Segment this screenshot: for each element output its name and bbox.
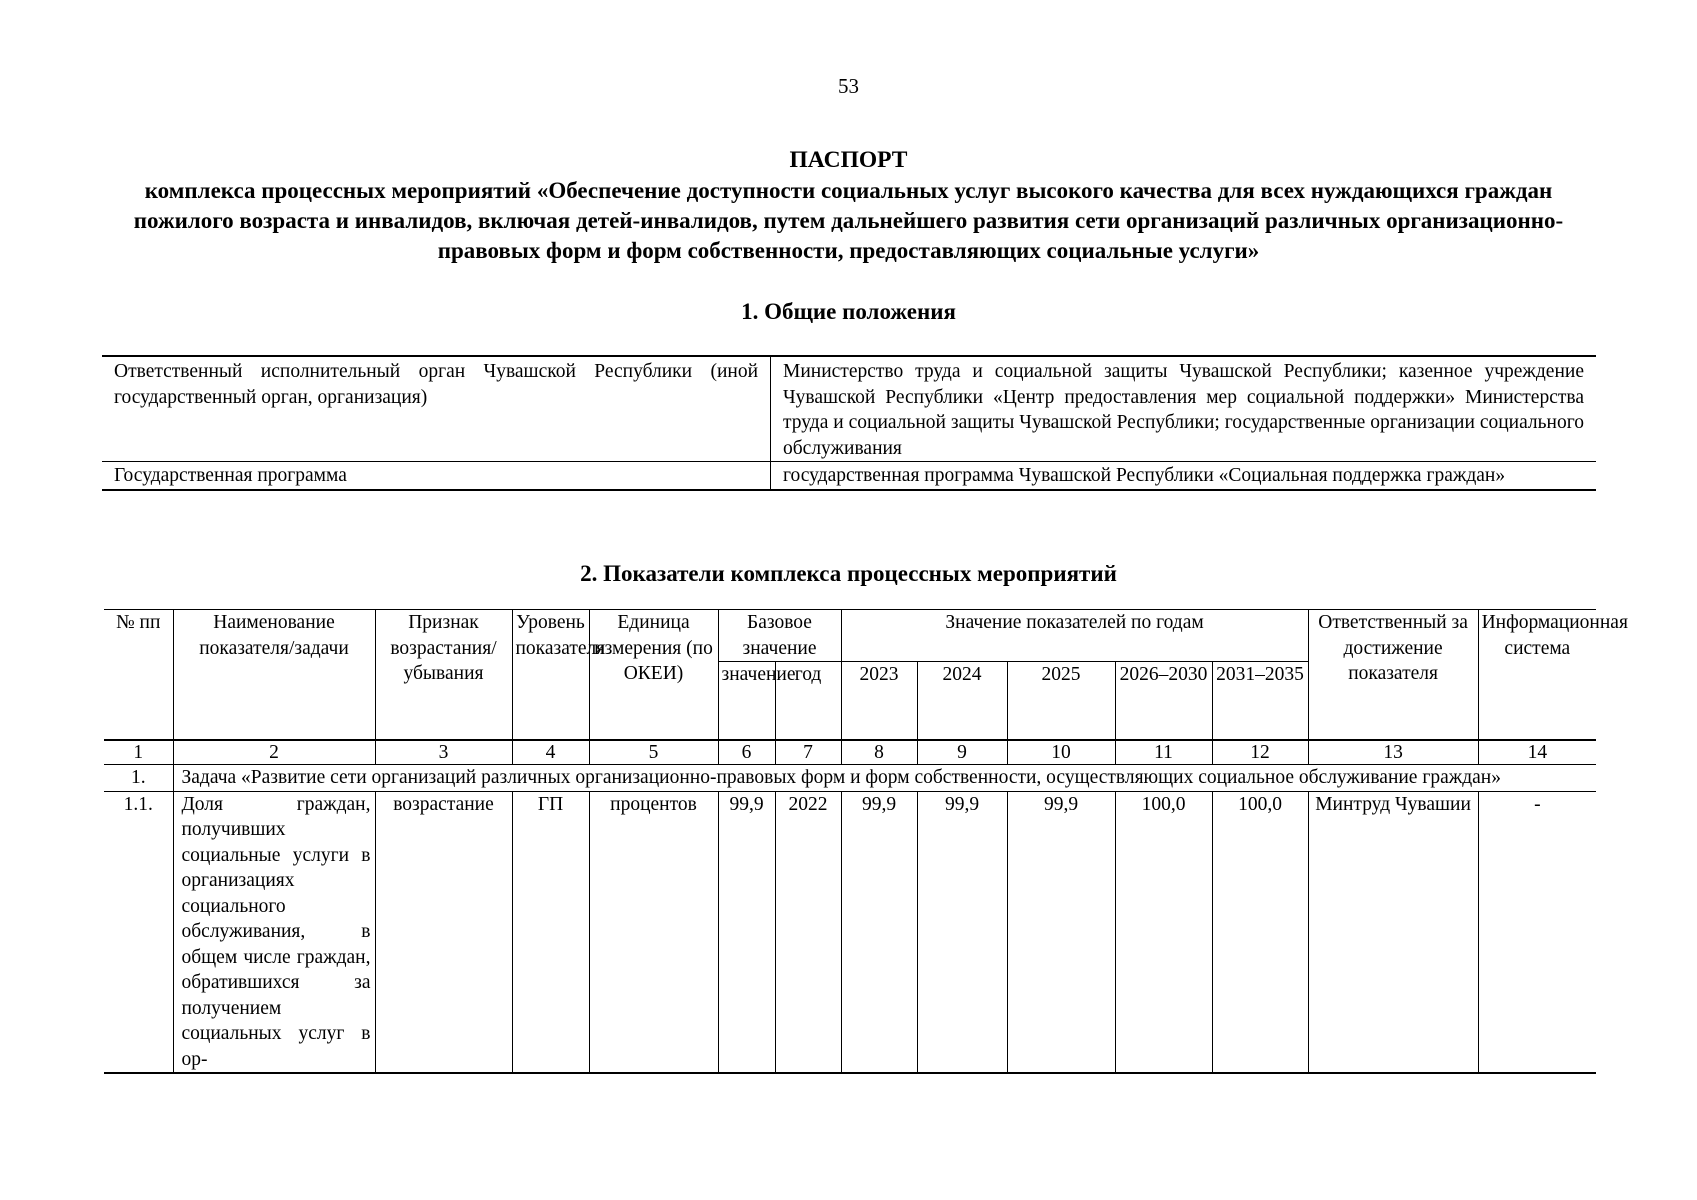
document-subtitle: комплекса процессных мероприятий «Обеспечение доступности социальных услуг высокого качества для всех нуждающихся граждан пожилого возраста и инвалидов, включая детей-инвалидов, путем дальнейшего развития сети организаций различных организационно-правовых форм и форм собственности, предоставляющих социальные услуги»: [133, 178, 1564, 263]
state-program-value: государственная программа Чувашской Республики «Социальная поддержка граждан»: [771, 462, 1597, 490]
header-year-2024: 2024: [917, 662, 1007, 741]
column-number: 2: [173, 740, 375, 765]
responsible-body-value: Министерство труда и социальной защиты Чувашской Республики; казенное учреждение Чувашской Республики «Центр предоставления мер социальной поддержки» Министерства труда и социальной защиты Чувашской Республики; государственные организации социального обслуживания: [783, 361, 1584, 459]
column-number: 13: [1308, 740, 1478, 765]
header-year-2026-2030: 2026–2030: [1115, 662, 1212, 741]
table-row: [104, 791, 1596, 1073]
document-title: ПАСПОРТ: [789, 147, 908, 173]
column-number: 14: [1478, 740, 1596, 765]
indicator-base-year: 2022: [775, 791, 841, 1073]
state-program-label: Государственная программа: [102, 462, 771, 490]
column-number: 9: [917, 740, 1007, 765]
table-row: [102, 356, 1596, 462]
indicator-base-value: 99,9: [718, 791, 775, 1073]
header-row: [104, 610, 1596, 662]
indicator-value-2031-2035: 100,0: [1212, 791, 1308, 1073]
task-number: 1.: [104, 765, 173, 792]
indicator-sign: возрастание: [375, 791, 512, 1073]
header-base-year: год: [775, 662, 841, 741]
page-number: 53: [838, 74, 859, 98]
column-number: 10: [1007, 740, 1115, 765]
general-provisions-table: [102, 355, 1596, 491]
header-responsible: Ответственный за достижение показателя: [1308, 610, 1478, 741]
header-base: Базовое значение: [718, 610, 841, 662]
task-row: [104, 765, 1596, 792]
table-row: [102, 462, 1596, 490]
indicator-level: ГП: [512, 791, 589, 1073]
header-unit: Единица измерения (по ОКЕИ): [589, 610, 718, 741]
header-year-2025: 2025: [1007, 662, 1115, 741]
header-info-system: Информационная система: [1478, 610, 1596, 741]
header-base-value: значение: [718, 662, 775, 741]
column-number: 5: [589, 740, 718, 765]
responsible-body-label: Ответственный исполнительный орган Чувашской Республики (иной государственный орган, организация): [102, 356, 771, 462]
header-num: № пп: [104, 610, 173, 741]
indicator-number: 1.1.: [104, 791, 173, 1073]
column-number: 12: [1212, 740, 1308, 765]
section-2-title: 2. Показатели комплекса процессных мероприятий: [580, 561, 1117, 586]
header-years-group: Значение показателей по годам: [841, 610, 1308, 662]
header-sign: Признак возрастания/убывания: [375, 610, 512, 741]
indicator-value-2025: 99,9: [1007, 791, 1115, 1073]
header-year-2023: 2023: [841, 662, 917, 741]
indicator-value-2023: 99,9: [841, 791, 917, 1073]
column-number: 6: [718, 740, 775, 765]
column-number: 7: [775, 740, 841, 765]
column-number: 8: [841, 740, 917, 765]
header-year-2031-2035: 2031–2035: [1212, 662, 1308, 741]
column-number: 11: [1115, 740, 1212, 765]
indicator-responsible: Минтруд Чувашии: [1308, 791, 1478, 1073]
header-name: Наименование показателя/задачи: [173, 610, 375, 741]
indicator-info-system: -: [1478, 791, 1596, 1073]
section-1-title: 1. Общие положения: [741, 299, 956, 324]
header-level: Уровень показателя: [512, 610, 589, 741]
column-numbers-row: [104, 740, 1596, 765]
column-number: 3: [375, 740, 512, 765]
indicator-unit: процентов: [589, 791, 718, 1073]
indicator-value-2026-2030: 100,0: [1115, 791, 1212, 1073]
indicator-name: Доля граждан, получивших социальные услуги в организациях социального обслуживания, в общем числе граждан, обратившихся за получением социальных услуг в ор-: [173, 791, 375, 1073]
indicator-value-2024: 99,9: [917, 791, 1007, 1073]
indicators-table: [104, 609, 1628, 1074]
column-number: 4: [512, 740, 589, 765]
task-text: Задача «Развитие сети организаций различных организационно-правовых форм и форм собственности, осуществляющих социальное обслуживание граждан»: [173, 765, 1596, 792]
column-number: 1: [104, 740, 173, 765]
